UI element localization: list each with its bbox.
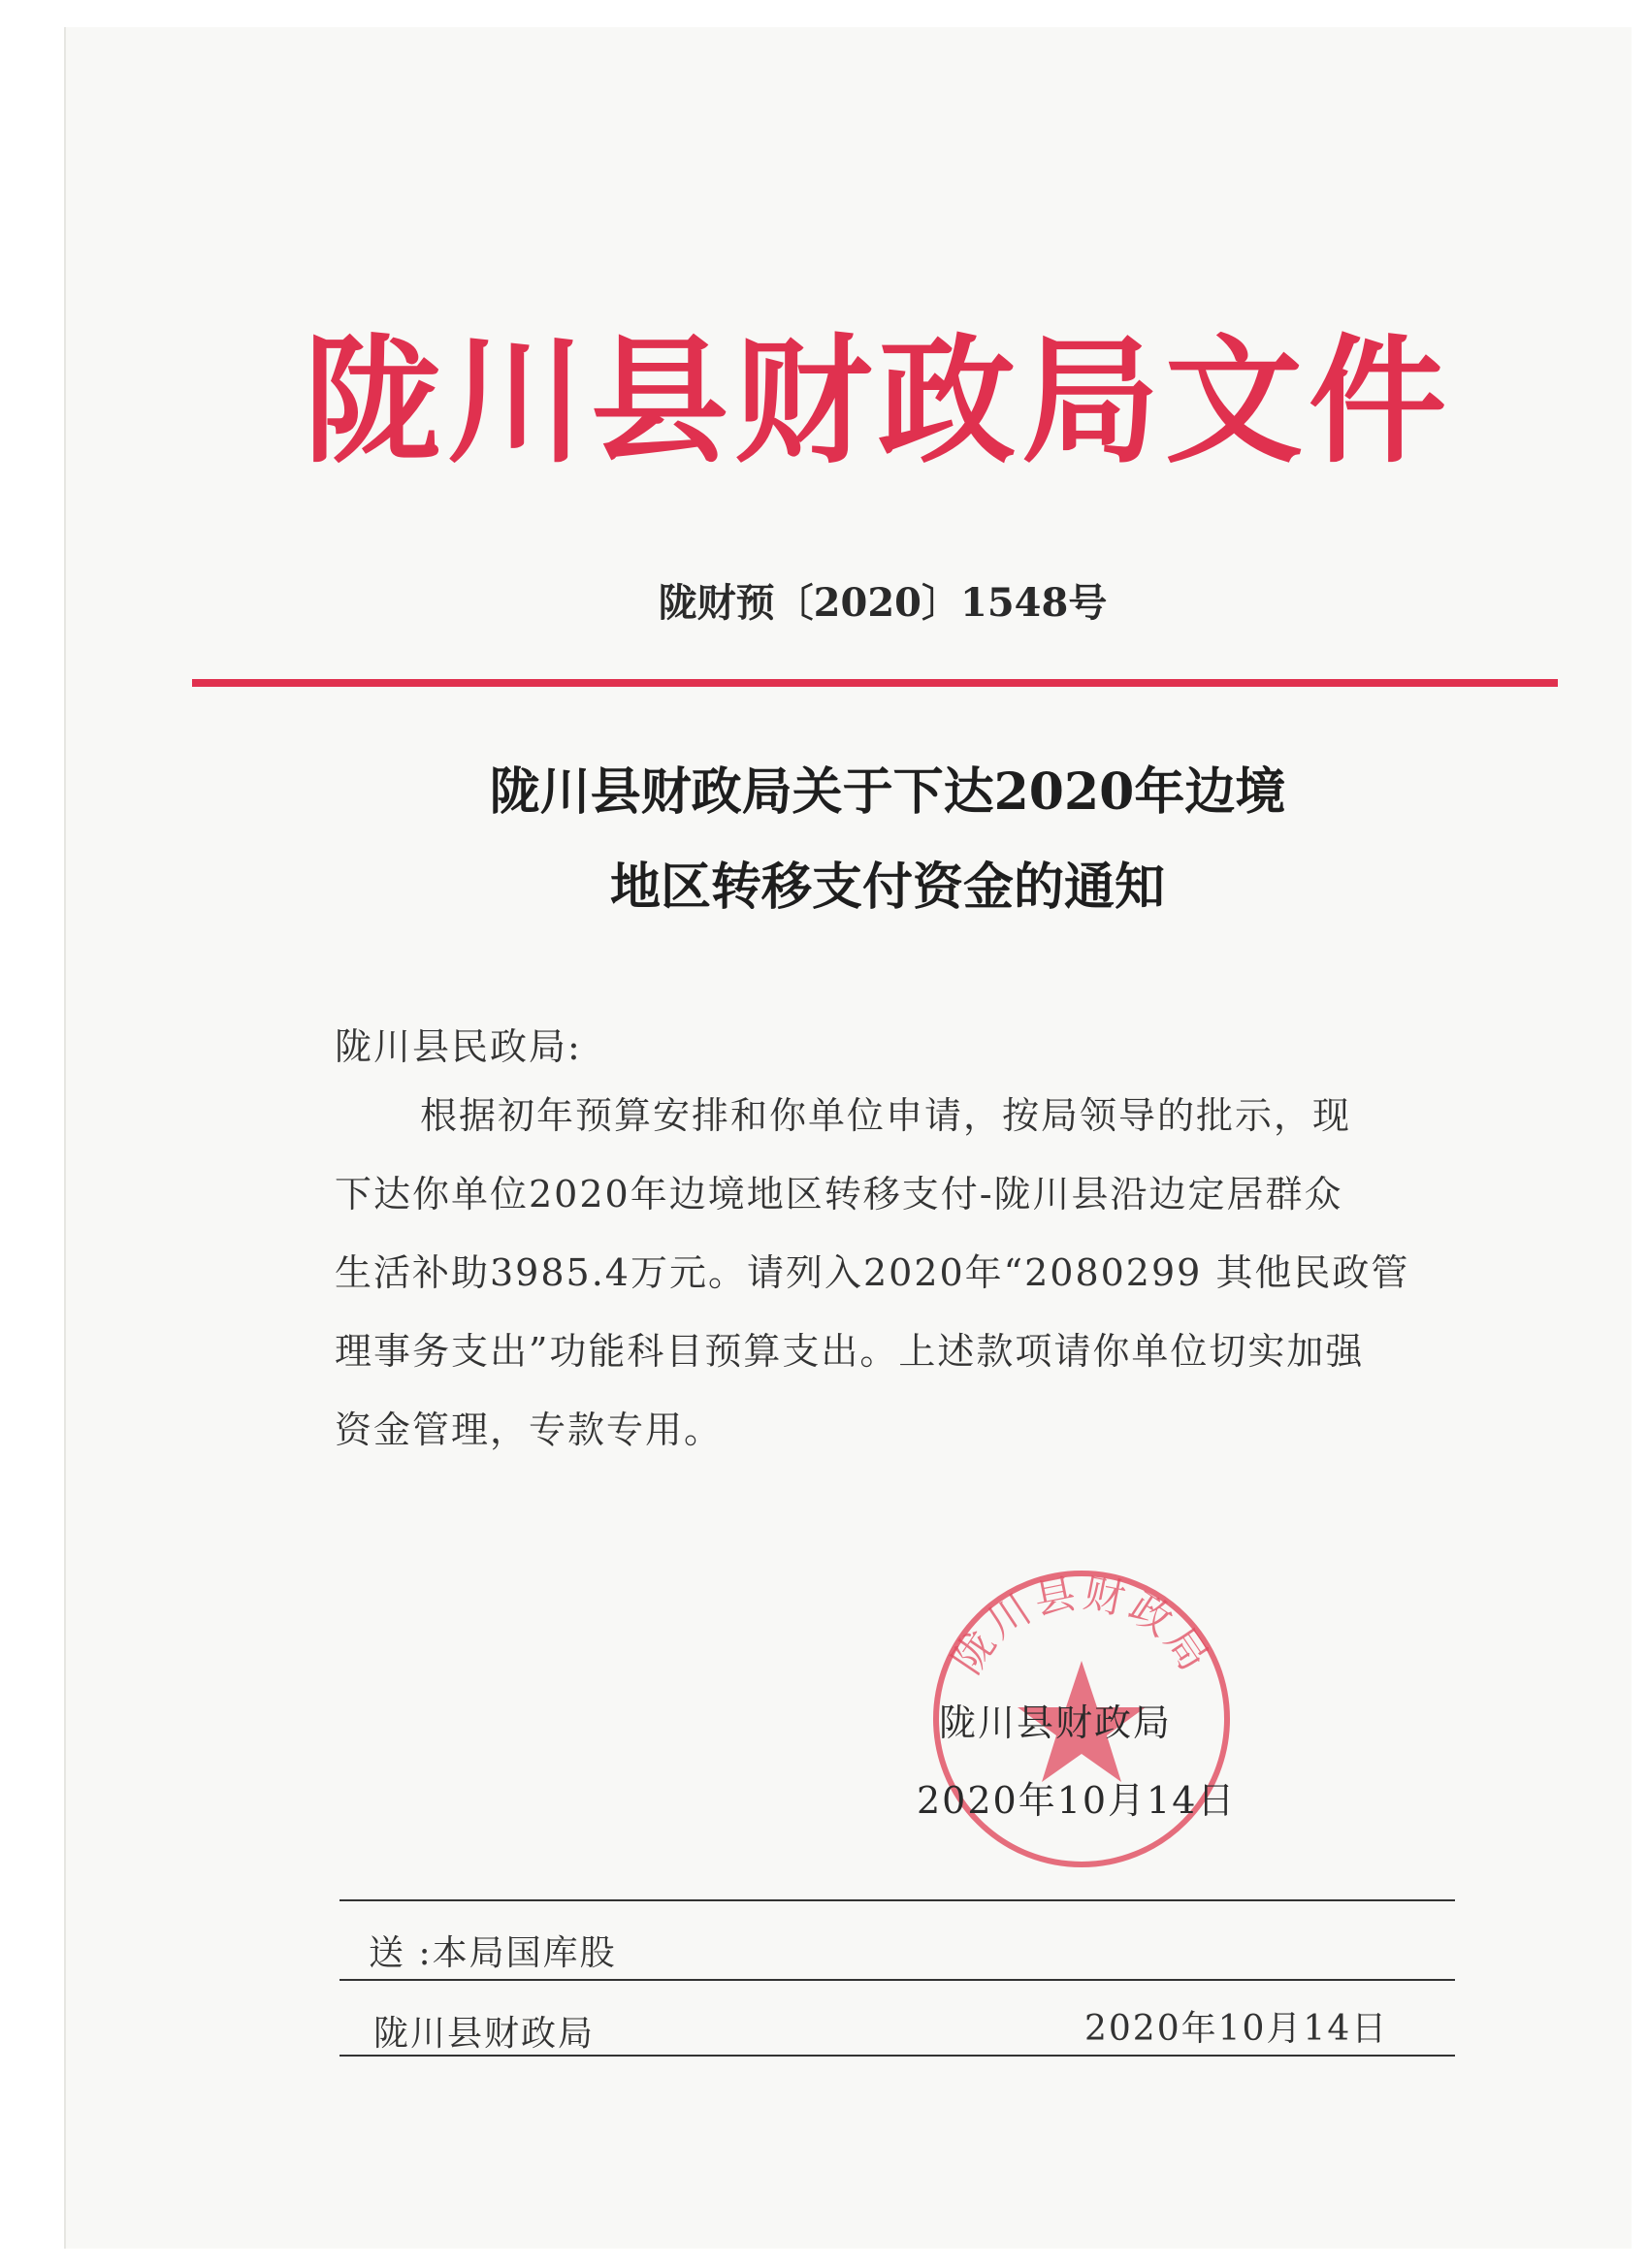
footer-rule-bottom xyxy=(340,2055,1455,2057)
body-text xyxy=(335,1077,1450,1470)
footer-rule-top xyxy=(340,1899,1455,1901)
footer-rule-middle xyxy=(340,1979,1455,1981)
cc-line: 送 :本局国库股 xyxy=(369,1933,617,1973)
body-line: 资金管理，专款专用。 xyxy=(335,1409,724,1451)
footer-date: 2020年10月14日 xyxy=(1084,2009,1389,2049)
subject-line-1: 陇川县财政局关于下达2020年边境 xyxy=(489,762,1286,822)
body-line: 理事务支出”功能科目预算支出。上述款项请你单位切实加强 xyxy=(335,1330,1365,1373)
signature-org: 陇川县财政局 xyxy=(939,1701,1173,1744)
header-red-divider xyxy=(192,679,1558,687)
document-number: 陇财预〔2020〕1548号 xyxy=(658,580,1108,626)
body-line: 生活补助3985.4万元。请列入2020年“2080299 其他民政管 xyxy=(335,1251,1410,1294)
body-line: 根据初年预算安排和你单位申请，按局领导的批示，现 xyxy=(420,1094,1352,1137)
document-subject xyxy=(0,745,1649,935)
recipient: 陇川县民政局: xyxy=(335,1025,582,1068)
seal-outer-text: 陇川县财政局 xyxy=(943,1569,1220,1683)
body-line: 下达你单位2020年边境地区转移支付-陇川县沿边定居群众 xyxy=(335,1173,1343,1215)
footer-org: 陇川县财政局 xyxy=(373,2014,596,2054)
signature-date: 2020年10月14日 xyxy=(917,1779,1237,1822)
subject-line-2: 地区转移支付资金的通知 xyxy=(609,858,1165,917)
document-header-title: 陇川县财政局文件 xyxy=(304,321,1452,482)
